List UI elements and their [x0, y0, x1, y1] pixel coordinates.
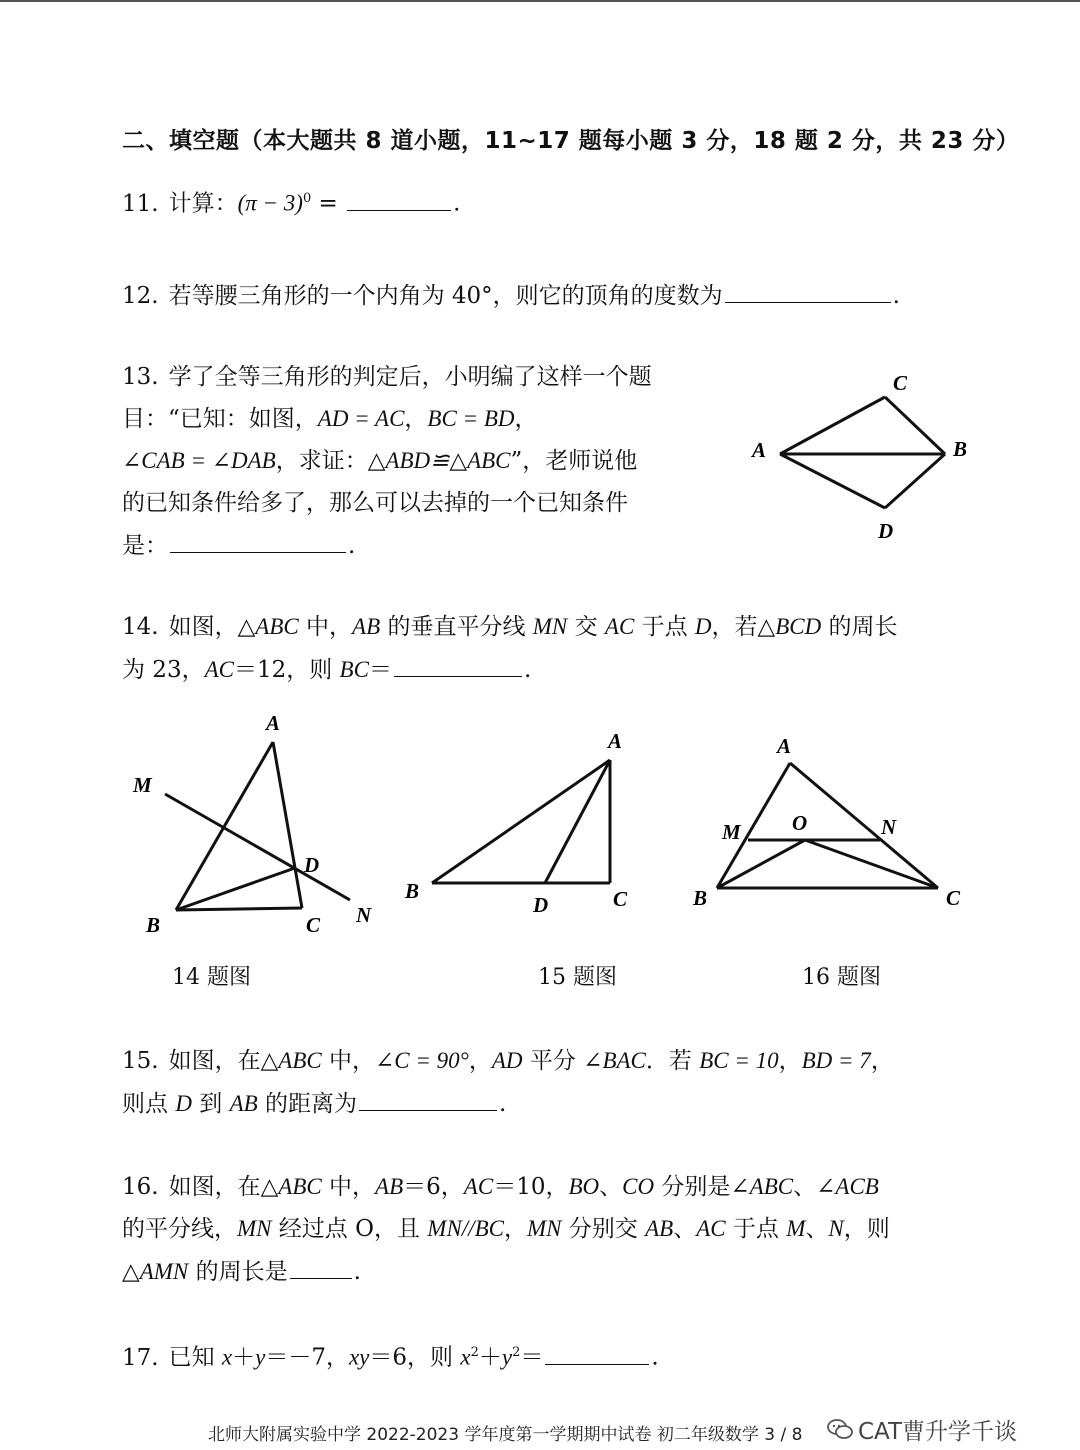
- question-16: 16. 如图，在△ABC 中，AB＝6，AC＝10，BO、CO 分别是∠ABC、∠ACB 的平分线，MN 经过点 O，且 MN//BC，MN 分别交 AB、AC 于点 M、N，则 △AMN 的周长是 .: [122, 1174, 890, 1285]
- segment-BA: [432, 760, 610, 883]
- figure-14-caption: 14 题图: [172, 965, 251, 990]
- question-number: 12.: [122, 283, 159, 309]
- label-M: M: [133, 773, 152, 797]
- label-A: A: [266, 711, 281, 735]
- question-11: 11. 计算：$(\pi - 3)^0$ = .: [122, 178, 460, 225]
- segment-AD: [780, 454, 885, 508]
- label-C: C: [893, 371, 908, 395]
- segment-DB: [885, 454, 945, 508]
- label-C: C: [306, 913, 321, 937]
- section-title: 二、填空题（本大题共 8 道小题，11~17 题每小题 3 分，18 题 2 分，共 23 分）: [122, 128, 1020, 154]
- segment-AC: [790, 763, 938, 888]
- label-N: N: [881, 815, 897, 839]
- segment-AC: [273, 742, 302, 908]
- question-number: 16.: [122, 1174, 159, 1200]
- answer-blank[interactable]: [347, 182, 451, 211]
- label-C: C: [946, 886, 961, 910]
- segment-OC: [805, 840, 938, 888]
- watermark: [822, 1409, 1021, 1449]
- label-B: B: [693, 886, 708, 910]
- page-footer: 北师大附属实验中学 2022-2023 学年度第一学期期中试卷 初二年级数学 3 / 8: [208, 1425, 803, 1445]
- label-D: D: [533, 893, 549, 917]
- label-O: O: [792, 811, 808, 835]
- answer-blank[interactable]: [725, 274, 891, 303]
- label-A: A: [608, 729, 623, 753]
- segment-AC: [780, 397, 885, 454]
- line-MN: [165, 794, 350, 900]
- expression: (π − 3): [237, 190, 303, 216]
- question-number: 15.: [122, 1048, 159, 1074]
- figure-16: [680, 730, 980, 920]
- label-D: D: [304, 853, 320, 877]
- question-number: 13.: [122, 364, 159, 390]
- label-B: B: [405, 879, 420, 903]
- top-border: [0, 0, 1080, 2]
- wechat-icon: [826, 1418, 854, 1440]
- figure-14: [120, 700, 400, 950]
- label-A: A: [752, 438, 767, 462]
- figure-16-caption: 16 题图: [802, 965, 881, 990]
- segment-BD: [176, 868, 295, 910]
- label-B: B: [146, 913, 161, 937]
- segment-AD: [545, 760, 610, 883]
- question-13: 13. 学了全等三角形的判定后，小明编了这样一个题 目：“已知：如图，AD = AC，BC = BD， ∠CAB = ∠DAB，求证：△ABD≌△ABC”，老师说他 的已知条件给多了，那么可以去掉的一个已知条件 是： .: [122, 364, 652, 559]
- label-C: C: [613, 887, 628, 911]
- figure-15: [395, 720, 645, 930]
- question-number: 14.: [122, 614, 159, 640]
- question-17: 17. 已知 x＋y＝－7，xy＝6，则 $x^2+y^2=$ .: [122, 1332, 1022, 1379]
- question-number: 11.: [122, 190, 159, 217]
- watermark-text: CAT曹升学千谈: [858, 1418, 1018, 1445]
- question-12: 12. 若等腰三角形的一个内角为 40°，则它的顶角的度数为 .: [122, 274, 900, 317]
- label-B: B: [953, 437, 968, 461]
- answer-blank[interactable]: [170, 524, 346, 553]
- answer-blank[interactable]: [545, 1336, 649, 1365]
- label-N: N: [356, 903, 372, 927]
- answer-blank[interactable]: [359, 1082, 497, 1111]
- label-A: A: [777, 734, 792, 758]
- label-M: M: [722, 820, 741, 844]
- segment-CB: [885, 397, 945, 454]
- question-14: 14. 如图，△ABC 中，AB 的垂直平分线 MN 交 AC 于点 D，若△BCD 的周长 为 23，AC＝12，则 BC＝ .: [122, 614, 898, 683]
- answer-blank[interactable]: [394, 648, 522, 677]
- figure-13: [740, 360, 980, 550]
- figure-15-caption: 15 题图: [538, 965, 617, 990]
- answer-blank[interactable]: [290, 1250, 352, 1279]
- segment-BC: [176, 908, 302, 910]
- question-number: 17.: [122, 1344, 159, 1371]
- question-15: 15. 如图，在△ABC 中，∠C = 90°，AD 平分 ∠BAC．若 BC = 10，BD = 7， 则点 D 到 AB 的距离为 .: [122, 1048, 894, 1117]
- label-D: D: [878, 519, 894, 543]
- segment-AB: [176, 742, 273, 910]
